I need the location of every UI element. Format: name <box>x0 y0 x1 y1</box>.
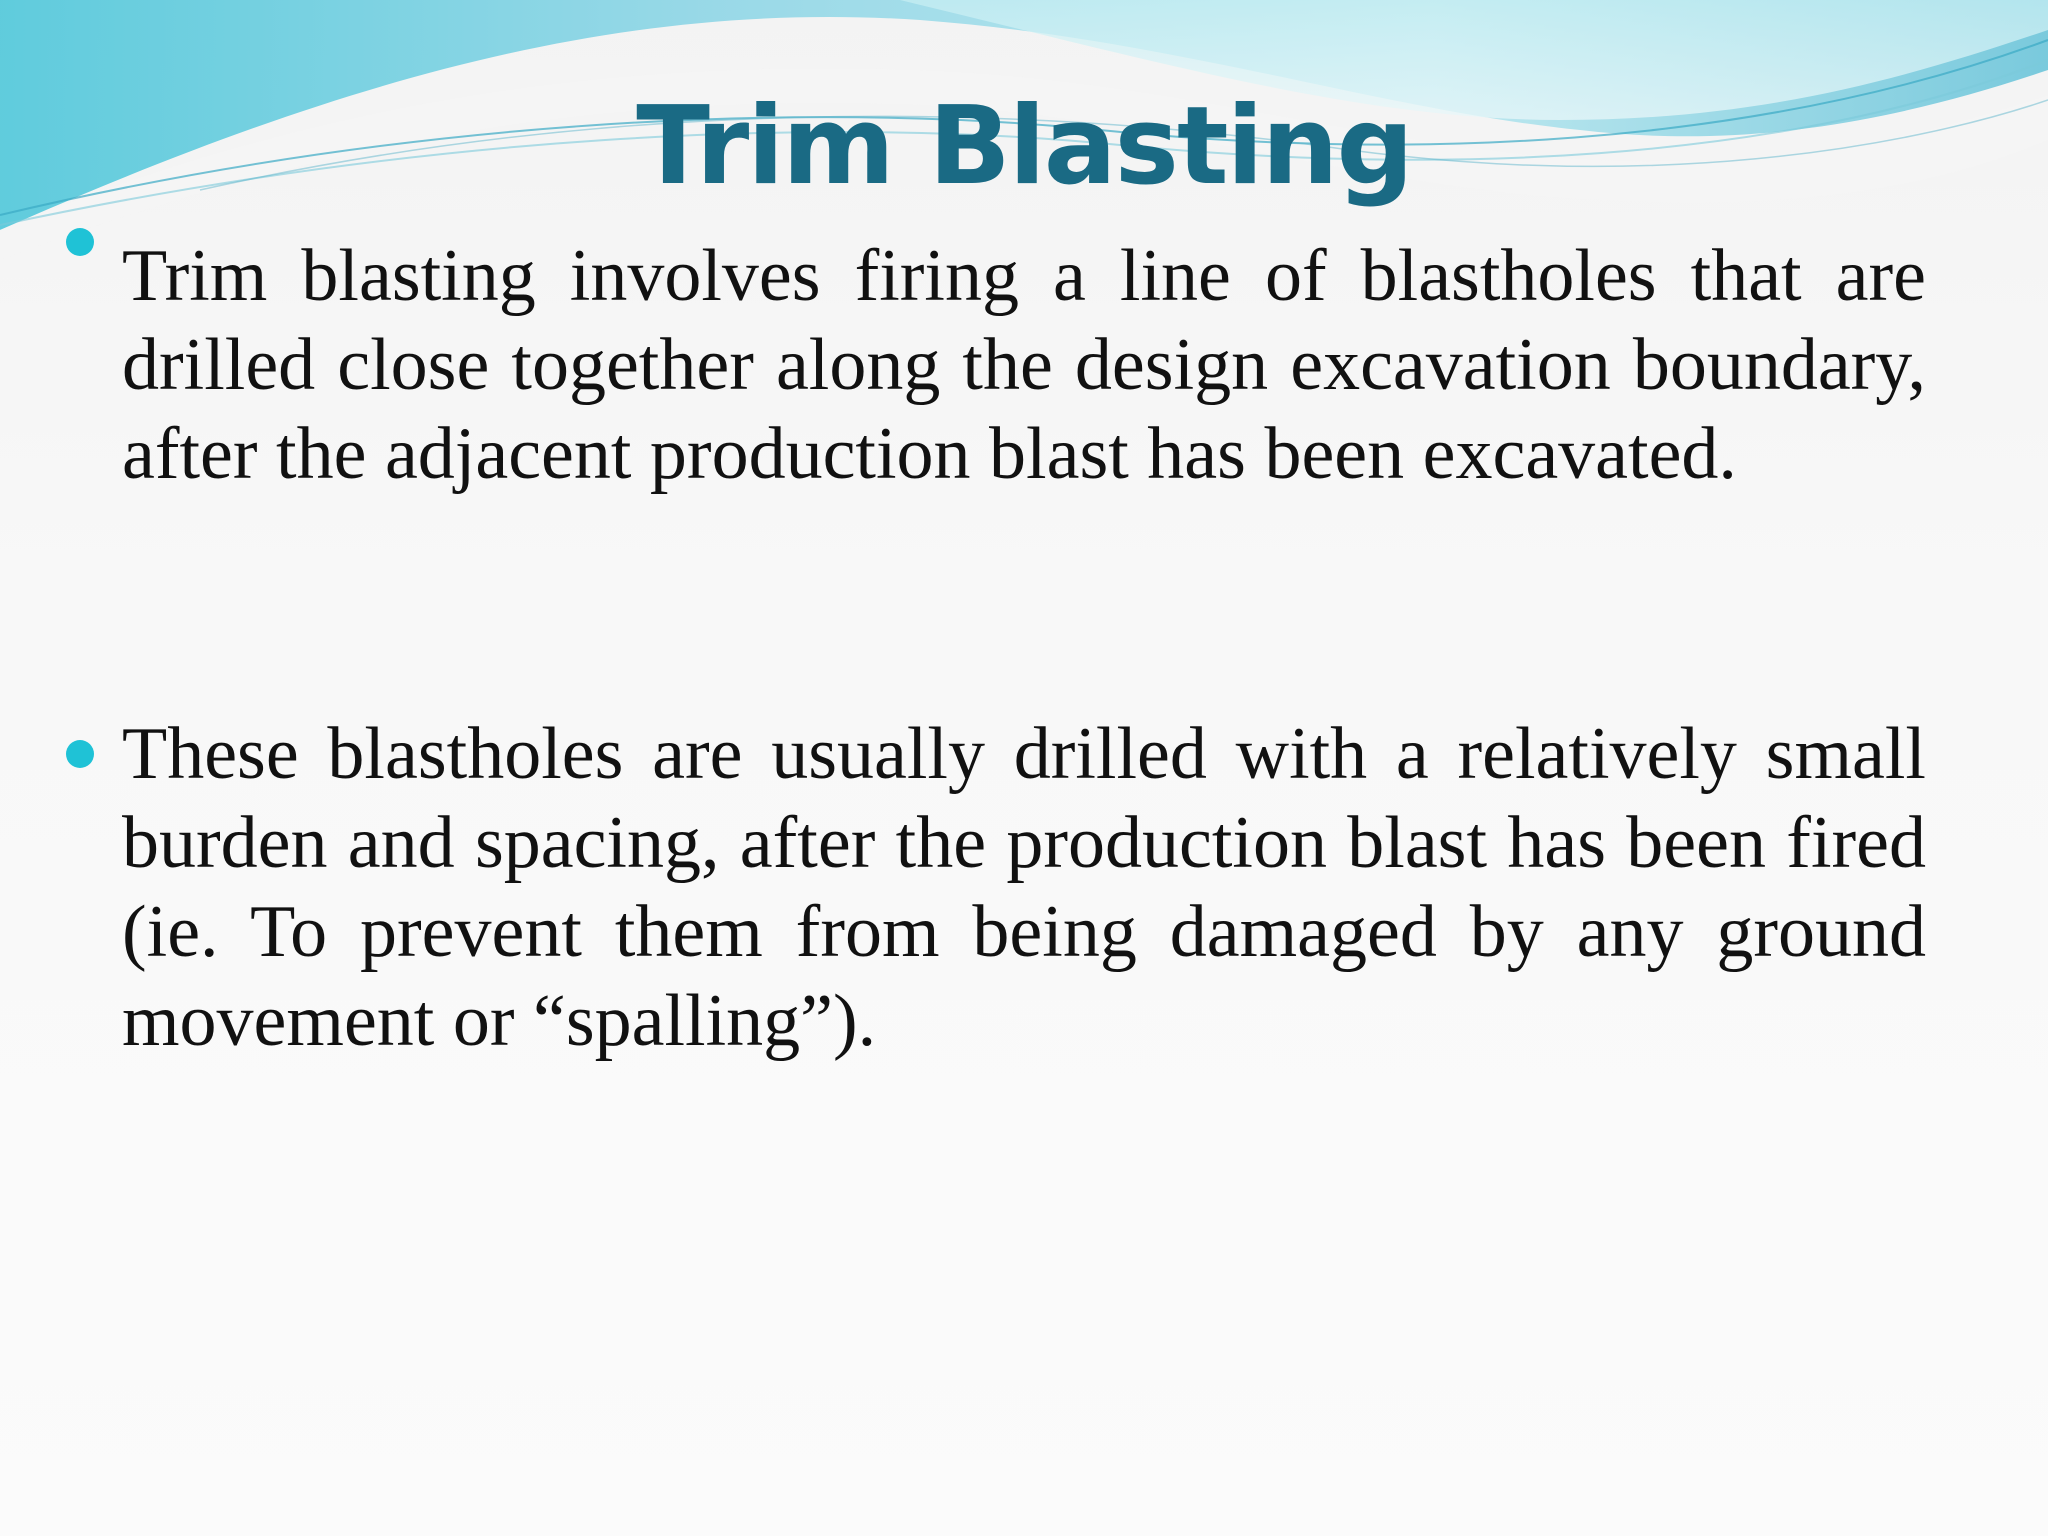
bullet-item-1: Trim blasting involves firing a line of blastholes that are drilled close together along the design excavation boundary, after the adjacent production blast has been excavated. <box>122 235 1926 495</box>
bullet-dot-icon <box>66 740 94 768</box>
slide-title: Trim Blasting <box>636 84 1412 209</box>
bullet-dot-icon <box>66 228 94 256</box>
bullet-item-2: These blastholes are usually drilled with a relatively small burden and spacing, after the production blast has been fired (ie. To prevent them from being damaged by any ground movement or “spalling”). <box>122 713 1926 1062</box>
